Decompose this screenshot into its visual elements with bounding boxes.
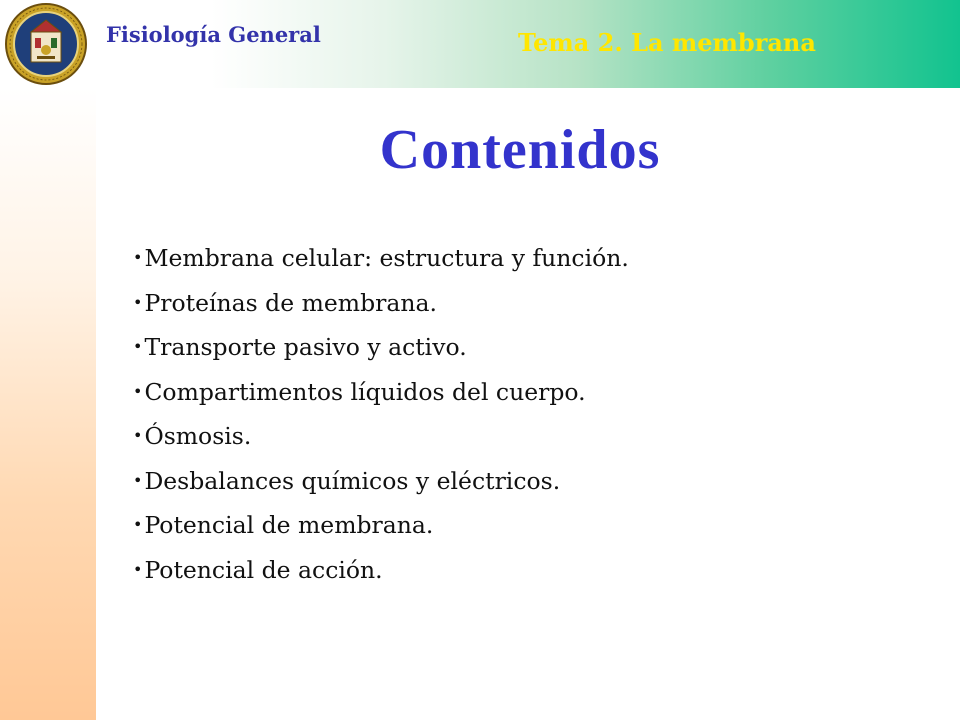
sidebar-band — [0, 88, 96, 720]
list-item-text: Potencial de acción. — [144, 555, 383, 584]
list-item — [133, 374, 629, 419]
list-item-text: Ósmosis. — [144, 422, 252, 450]
list-item-text: Compartimentos líquidos del cuerpo. — [144, 377, 586, 406]
list-item-text: Membrana celular: estructura y función. — [144, 244, 629, 272]
topic-title: Tema 2. La membrana — [518, 28, 816, 57]
list-item — [133, 418, 629, 463]
university-seal-logo — [4, 2, 88, 86]
slide-title: Contenidos — [379, 119, 661, 181]
bullet: • — [133, 426, 143, 445]
bullet: • — [133, 381, 143, 401]
list-item-text: Potencial de membrana. — [144, 511, 434, 539]
course-title: Fisiología General — [106, 22, 321, 47]
contents-list — [133, 240, 629, 596]
list-item — [133, 463, 629, 508]
list-item — [133, 552, 629, 597]
list-item — [133, 507, 629, 552]
bullet: • — [133, 559, 143, 579]
bullet: • — [133, 515, 143, 534]
bullet: • — [133, 292, 143, 312]
bullet: • — [133, 470, 143, 490]
list-item — [133, 285, 629, 330]
list-item — [133, 240, 629, 285]
bullet: • — [133, 248, 143, 267]
list-item-text: Desbalances químicos y eléctricos. — [144, 466, 561, 495]
list-item-text: Proteínas de membrana. — [144, 288, 437, 317]
list-item — [133, 329, 629, 374]
list-item-text: Transporte pasivo y activo. — [144, 333, 467, 361]
bullet: • — [133, 337, 143, 356]
